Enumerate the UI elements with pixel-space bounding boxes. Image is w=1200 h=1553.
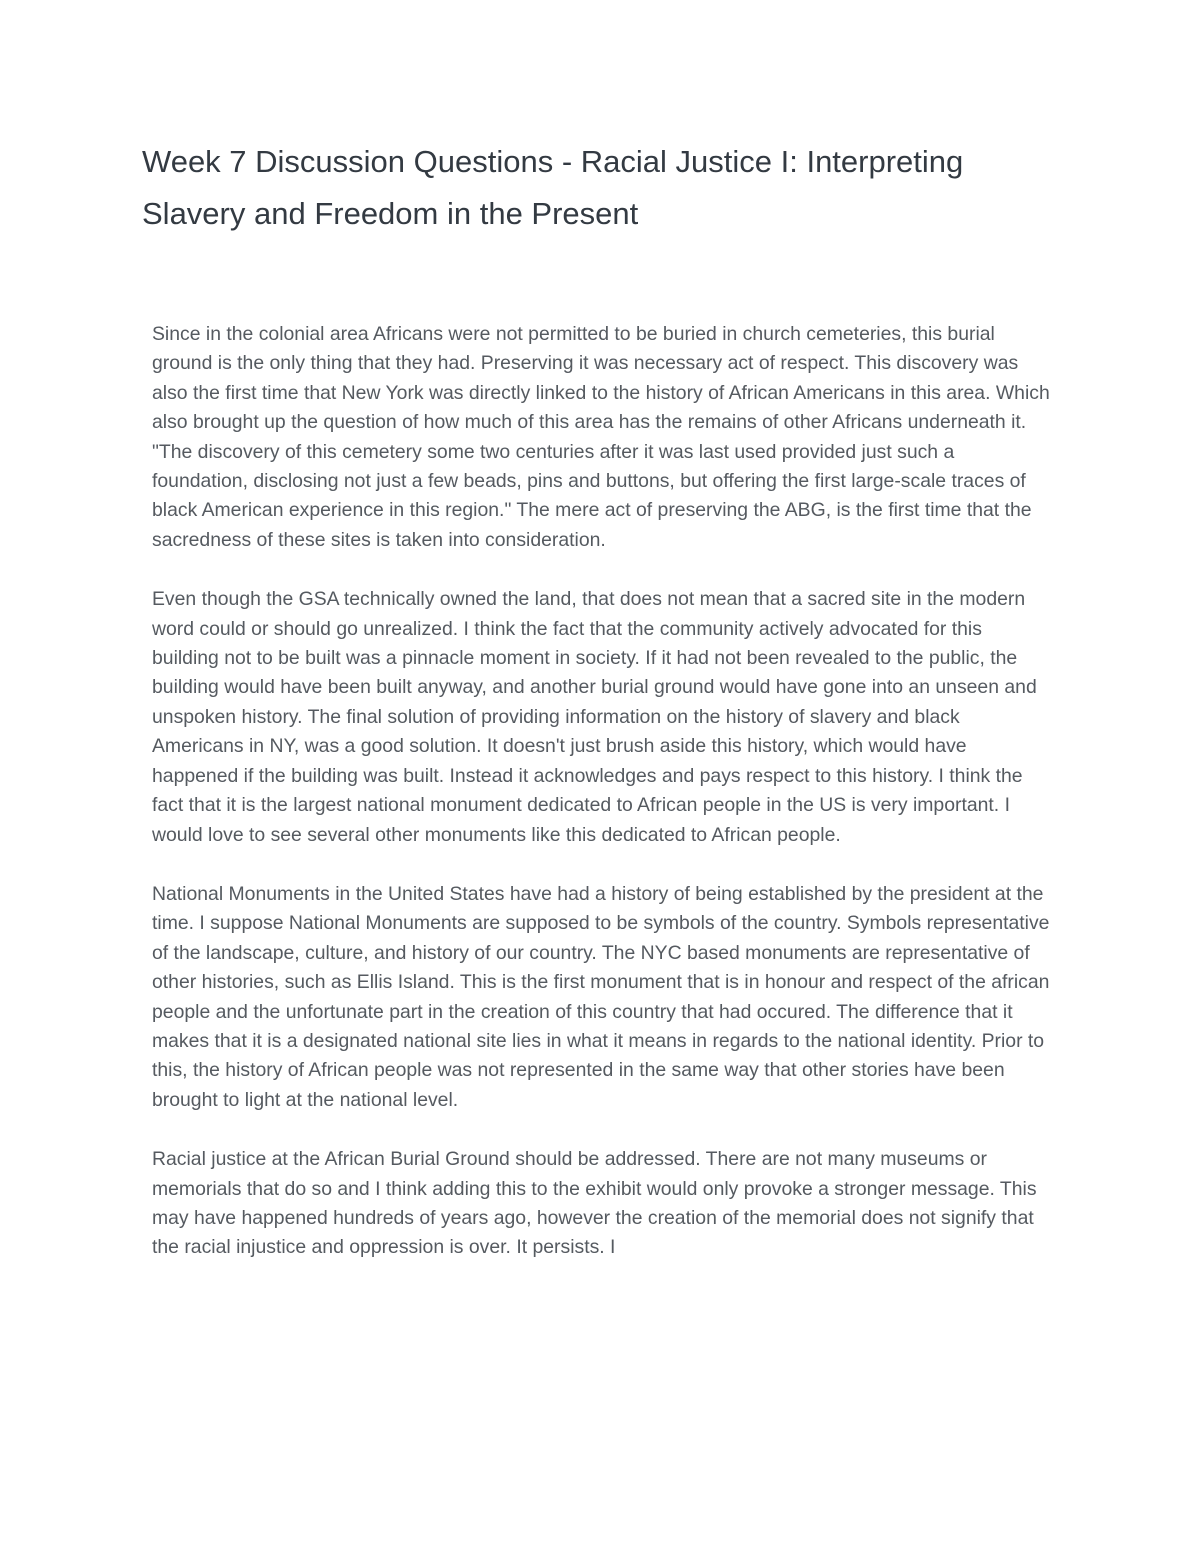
paragraph-2: Even though the GSA technically owned the land, that does not mean that a sacred site in the modern word could or should go unrealized. I think the fact that the community actively advocated for this building not to be built was a pinnacle moment in society. If it had not been revealed to the public, the building would have been built anyway, and another burial ground would have gone into an unseen and unspoken history. The final solution of providing information on the history of slavery and black Americans in NY, was a good solution. It doesn't just brush aside this history, which would have happened if the building was built. Instead it acknowledges and pays respect to this history. I think the fact that it is the largest national monument dedicated to African people in the US is very important. I would love to see several other monuments like this dedicated to African people. xyxy=(152,588,1037,846)
paragraph-3: National Monuments in the United States have had a history of being established by the president at the time. I suppose National Monuments are supposed to be symbols of the country. Symbols representative of the landscape, culture, and history of our country. The NYC based monuments are representative of other histories, such as Ellis Island. This is the first monument that is in honour and respect of the african people and the unfortunate part in the creation of this country that had occured. The difference that it makes that it is a designated national site lies in what it means in regards to the national identity. Prior to this, the history of African people was not represented in the same way that other stories have been brought to light at the national level. xyxy=(152,882,1050,1111)
document-body xyxy=(152,320,1052,1293)
document-title: Week 7 Discussion Questions - Racial Justice I: Interpreting Slavery and Freedom in the Present xyxy=(142,144,964,231)
paragraph-1: Since in the colonial area Africans were not permitted to be buried in church cemeteries, this burial ground is the only thing that they had. Preserving it was necessary act of respect. This discovery was also the first time that New York was directly linked to the history of African Americans in this area. Which also brought up the question of how much of this area has the remains of other Africans underneath it. "The discovery of this cemetery some two centuries after it was last used provided just such a foundation, disclosing not just a few beads, pins and buttons, but offering the first large-scale traces of black American experience in this region." The mere act of preserving the ABG, is the first time that the sacredness of these sites is taken into consideration. xyxy=(152,323,1050,551)
paragraph-4: Racial justice at the African Burial Ground should be addressed. There are not many museums or memorials that do so and I think adding this to the exhibit would only provoke a stronger message. This may have happened hundreds of years ago, however the creation of the memorial does not signify that the racial injustice and oppression is over. It persists. I xyxy=(152,1148,1037,1259)
